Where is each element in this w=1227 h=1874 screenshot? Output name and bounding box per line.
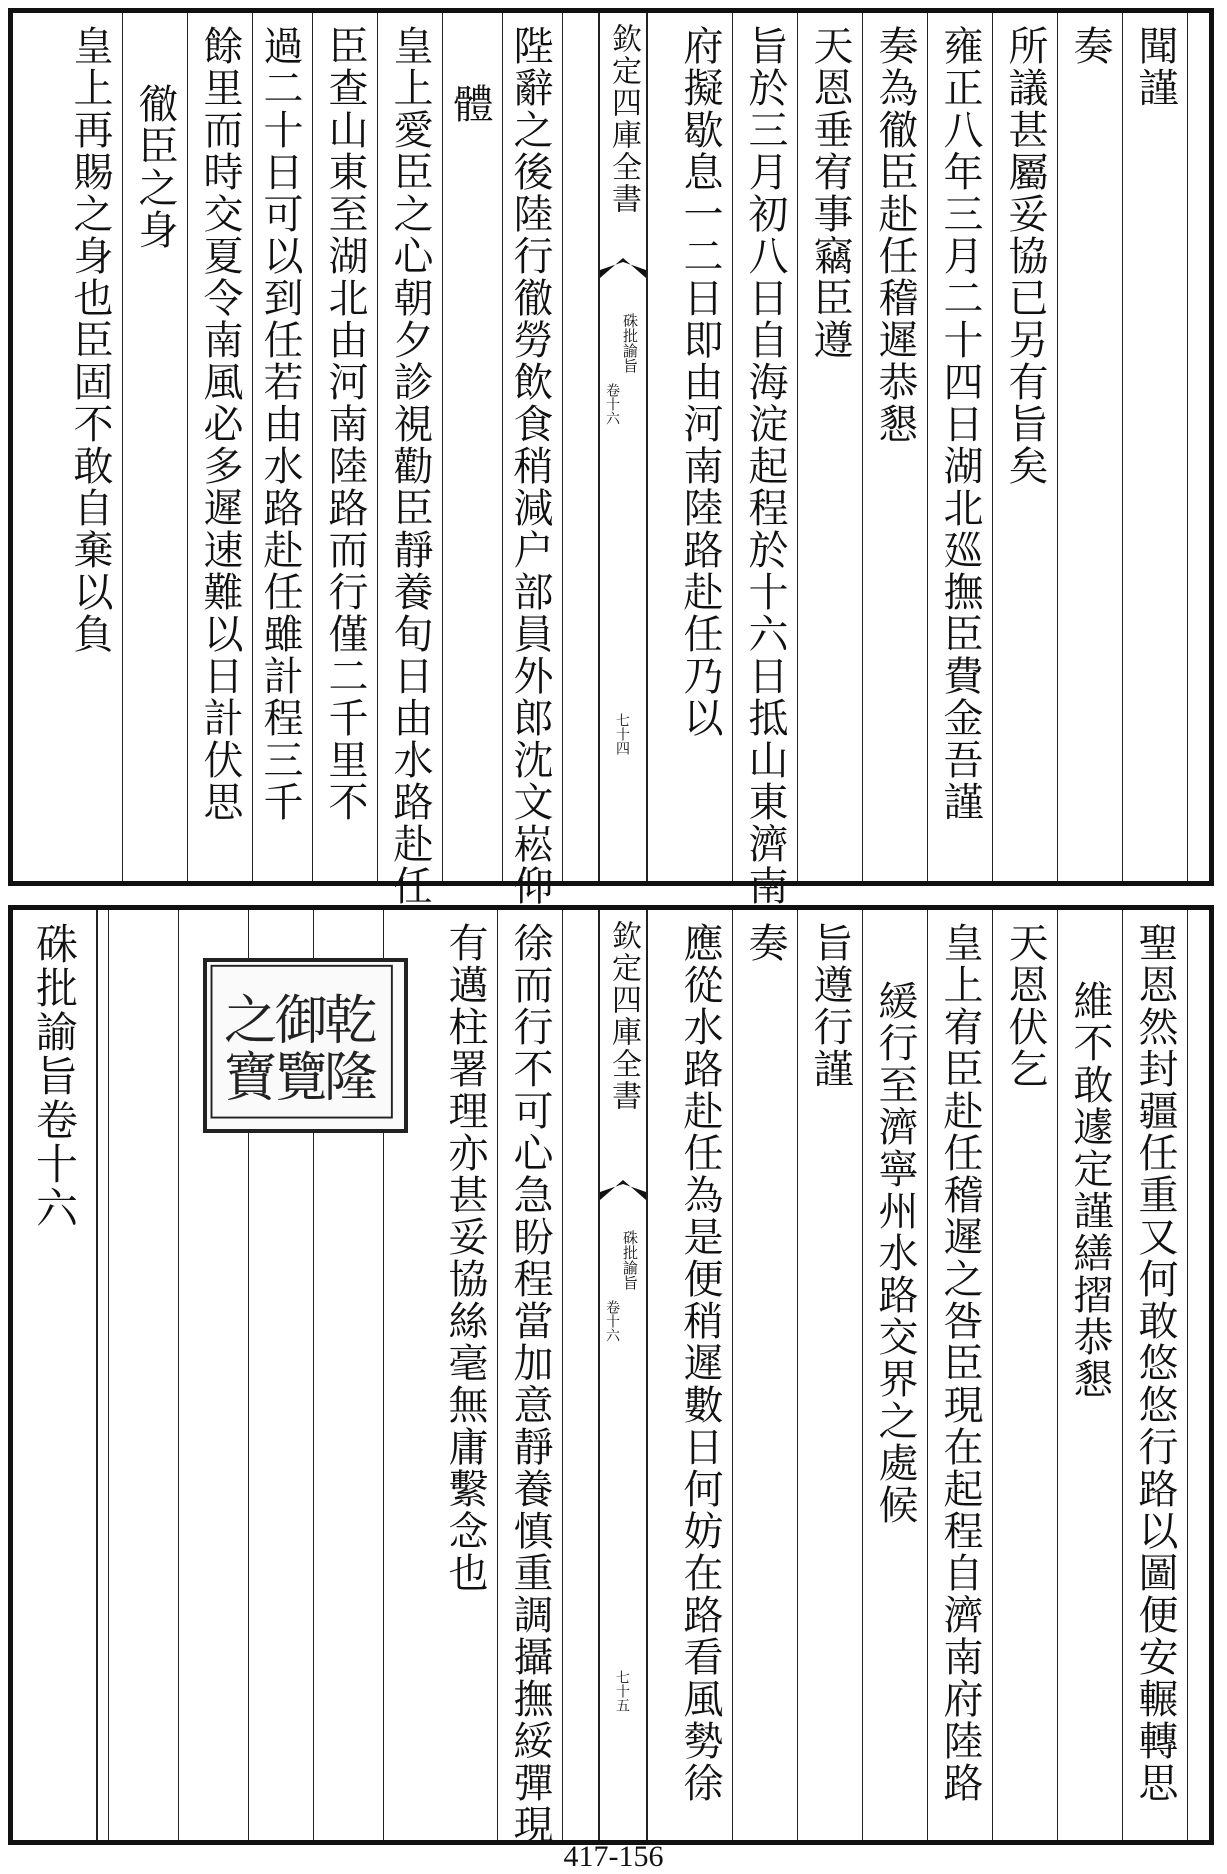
bottom-page-panel xyxy=(8,905,1214,1845)
text-column: 皇上愛臣之心朝夕診視勸臣靜養旬日由水路赴任 xyxy=(387,25,433,907)
column-rule xyxy=(862,13,863,881)
text-column: 過二十日可以到任若由水路赴任雖計程三千 xyxy=(257,25,303,823)
spine-subtitle: 硃批諭旨 xyxy=(621,1230,639,1290)
svg-text:隆: 隆 xyxy=(324,1045,378,1109)
text-column: 奏 xyxy=(742,922,788,964)
column-rule xyxy=(562,910,563,1840)
text-column: 奏為徹臣赴任稽遲恭懇 xyxy=(872,25,918,445)
svg-text:寶: 寶 xyxy=(223,1045,278,1109)
column-rule xyxy=(862,910,863,1840)
text-column: 府擬歇息一二日即由河南陸路赴任乃以 xyxy=(677,25,723,739)
svg-text:御: 御 xyxy=(274,988,328,1052)
text-column: 餘里而時交夏令南風必多遲速難以日計伏思 xyxy=(197,25,243,823)
column-rule xyxy=(122,13,123,881)
book-title-tab xyxy=(13,910,98,1840)
seal-glyphs xyxy=(207,962,404,1129)
column-rule xyxy=(1122,910,1123,1840)
column-rule xyxy=(797,13,798,881)
column-rule xyxy=(377,13,378,881)
text-column: 應從水路赴任為是便稍遲數日何妨在路看風勢徐 xyxy=(677,922,723,1804)
spine-subtitle: 硃批諭旨 xyxy=(621,313,639,373)
text-column: 聖恩然封疆任重又何敢悠悠行路以圖便安輾轉思 xyxy=(1132,922,1178,1804)
text-column: 天恩伏乞 xyxy=(1002,922,1048,1090)
column-rule xyxy=(497,910,498,1840)
spine-volume: 卷十六 xyxy=(604,383,620,425)
column-rule xyxy=(927,910,928,1840)
text-column: 旨遵行謹 xyxy=(807,922,853,1090)
column-rule xyxy=(797,910,798,1840)
text-column: 天恩垂宥事竊臣遵 xyxy=(807,25,853,361)
column-rule xyxy=(732,13,733,881)
text-column: 徐而行不可心急盼程當加意靜養慎重調攝撫綏彈現 xyxy=(507,922,553,1846)
column-rule xyxy=(252,13,253,881)
fishtail-mark xyxy=(600,1180,646,1200)
book-spine xyxy=(598,910,648,1840)
column-rule xyxy=(1057,13,1058,881)
text-column: 雍正八年三月二十四日湖北廵撫臣費金吾謹 xyxy=(937,25,983,823)
spine-title: 欽定四庫全書 xyxy=(606,23,641,215)
column-rule xyxy=(927,13,928,881)
spine-volume: 卷十六 xyxy=(604,1300,620,1342)
text-column: 緩行至濟寧州水路交界之處候 xyxy=(872,980,918,1526)
column-rule xyxy=(1122,13,1123,881)
column-rule xyxy=(992,13,993,881)
column-rule xyxy=(108,910,109,1840)
text-column: 所議甚屬妥協已另有旨矣 xyxy=(1002,25,1048,487)
spine-folio: 七十四 xyxy=(614,713,630,755)
text-column: 奏 xyxy=(1067,25,1113,67)
text-column: 有邁柱署理亦甚妥協絲毫無庸繫念也 xyxy=(442,922,488,1594)
column-rule xyxy=(562,13,563,881)
text-column: 徹臣之身 xyxy=(132,83,178,251)
svg-text:乾: 乾 xyxy=(324,988,378,1052)
spine-title: 欽定四庫全書 xyxy=(606,920,641,1112)
column-rule xyxy=(992,910,993,1840)
column-rule xyxy=(1187,13,1188,881)
text-column: 維不敢遽定謹繕摺恭懇 xyxy=(1067,980,1113,1400)
column-rule xyxy=(442,13,443,881)
column-rule xyxy=(1187,910,1188,1840)
top-page-panel xyxy=(8,8,1214,907)
column-rule xyxy=(502,13,503,881)
column-rule xyxy=(732,910,733,1840)
text-column: 旨於三月初八日自海淀起程於十六日抵山東濟南 xyxy=(742,25,788,907)
text-column: 皇上再賜之身也臣固不敢自棄以負 xyxy=(67,25,113,655)
text-column: 體 xyxy=(447,83,493,125)
text-column: 皇上宥臣赴任稽遲之咎臣現在起程自濟南府陸路 xyxy=(937,922,983,1804)
column-rule xyxy=(1057,910,1058,1840)
book-title: 硃批諭旨卷十六 xyxy=(30,922,79,1230)
text-column: 聞謹 xyxy=(1132,25,1178,109)
imperial-seal xyxy=(203,958,408,1133)
column-rule xyxy=(187,13,188,881)
fishtail-mark xyxy=(600,258,646,278)
column-rule xyxy=(312,13,313,881)
book-spine xyxy=(598,13,648,881)
text-column: 陛辭之後陸行徹勞飲食稍減户部員外郎沈文崧仰 xyxy=(507,25,553,907)
svg-text:覽: 覽 xyxy=(274,1045,328,1109)
spine-folio: 七十五 xyxy=(614,1670,630,1712)
text-column: 臣查山東至湖北由河南陸路而行僅二千里不 xyxy=(322,25,368,823)
page-number: 417-156 xyxy=(563,1840,664,1873)
column-rule xyxy=(178,910,179,1840)
svg-text:之: 之 xyxy=(223,988,278,1052)
